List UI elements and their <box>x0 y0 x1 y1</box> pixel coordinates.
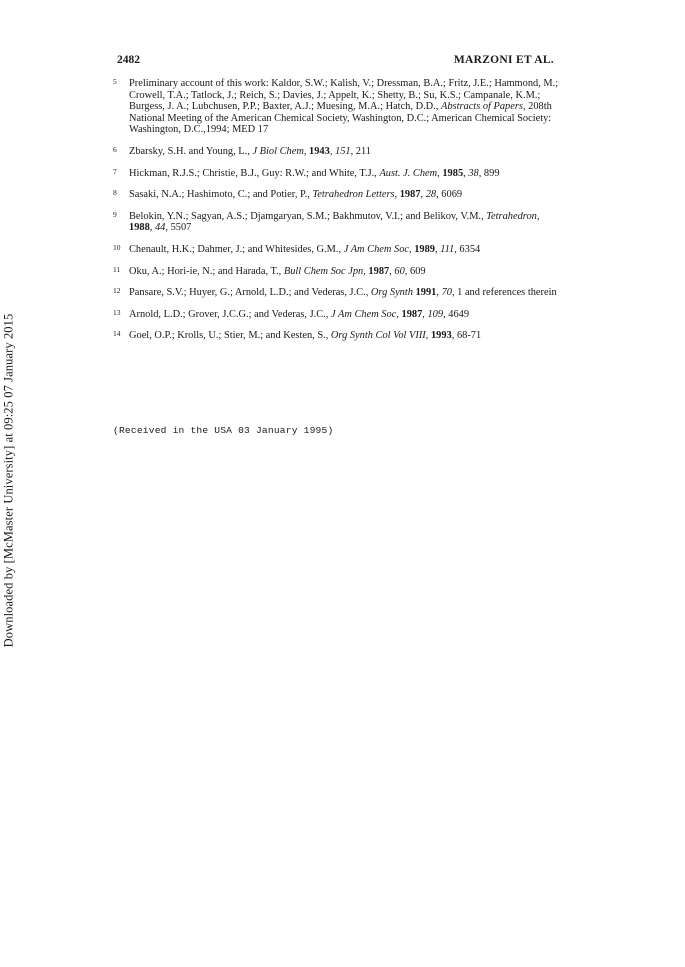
reference-text: Pansare, S.V.; Huyer, G.; Arnold, L.D.; and Vederas, J.C., Org Synth 1991, 70, 1 and references therein <box>129 287 557 299</box>
reference-text: Belokin, Y.N.; Sagyan, A.S.; Djamgaryan, S.M.; Bakhmutov, V.I.; and Belikov, V.M., Tetrahedron, 1988, 44, 5507 <box>129 210 540 234</box>
reference-number: 7 <box>113 166 117 176</box>
reference-item <box>113 211 563 234</box>
reference-text: Zbarsky, S.H. and Young, L., J Biol Chem, 1943, 151, 211 <box>129 145 372 157</box>
reference-item <box>113 330 563 342</box>
reference-number: 13 <box>113 307 121 317</box>
reference-item <box>113 189 563 201</box>
running-head-authors: MARZONI ET AL. <box>453 54 554 66</box>
reference-number: 6 <box>113 144 117 154</box>
reference-list <box>113 78 563 352</box>
download-watermark <box>0 300 18 660</box>
download-watermark-text: Downloaded by [McMaster University] at 09:25 07 January 2015 <box>1 313 16 647</box>
reference-number: 12 <box>113 286 121 296</box>
reference-item <box>113 266 563 278</box>
reference-item <box>113 168 563 180</box>
reference-text: Hickman, R.J.S.; Christie, B.J., Guy: R.W.; and White, T.J., Aust. J. Chem, 1985, 38, 899 <box>129 167 500 179</box>
received-date: (Received in the USA 03 January 1995) <box>113 425 334 436</box>
reference-text: Chenault, H.K.; Dahmer, J.; and Whitesides, G.M., J Am Chem Soc, 1989, 111, 6354 <box>129 243 481 255</box>
reference-number: 5 <box>113 77 117 86</box>
reference-number: 10 <box>113 242 121 252</box>
reference-text: Oku, A.; Hori-ie, N.; and Harada, T., Bull Chem Soc Jpn, 1987, 60, 609 <box>129 265 426 277</box>
reference-number: 14 <box>113 329 121 339</box>
page-header <box>117 54 554 66</box>
reference-text: Arnold, L.D.; Grover, J.C.G.; and Vederas, J.C., J Am Chem Soc, 1987, 109, 4649 <box>129 308 470 320</box>
reference-number: 9 <box>113 209 117 219</box>
reference-item <box>113 78 563 136</box>
reference-text: Preliminary account of this work: Kaldor, S.W.; Kalish, V.; Dressman, B.A.; Fritz, J.E.; Hammond, M.; Crowell, T.A.; Tatlock, J.; Reich, S.; Davies, J.; Appelt, K.; Shetty, B.; Su, K.S.; Campanale, K.M.; Burgess, J. A.; Lubchusen, P.P.; Baxter, A.J.; Muesing, M.A.; Hatch, D.D., Abstracts of Papers, 208th National Meeting of the American Chemical Society, Washington, D.C.; American Chemical Society: Washington, D.C.,1994; MED 17 <box>129 78 559 136</box>
reference-item <box>113 146 563 158</box>
reference-text: Goel, O.P.; Krolls, U.; Stier, M.; and Kesten, S., Org Synth Col Vol VIII, 1993, 68-71 <box>129 330 482 342</box>
page-number: 2482 <box>117 54 140 66</box>
reference-item <box>113 244 563 256</box>
reference-item <box>113 287 563 299</box>
reference-text: Sasaki, N.A.; Hashimoto, C.; and Potier, P., Tetrahedron Letters, 1987, 28, 6069 <box>129 189 463 201</box>
reference-number: 11 <box>113 264 121 274</box>
reference-item <box>113 309 563 321</box>
reference-number: 8 <box>113 188 117 198</box>
